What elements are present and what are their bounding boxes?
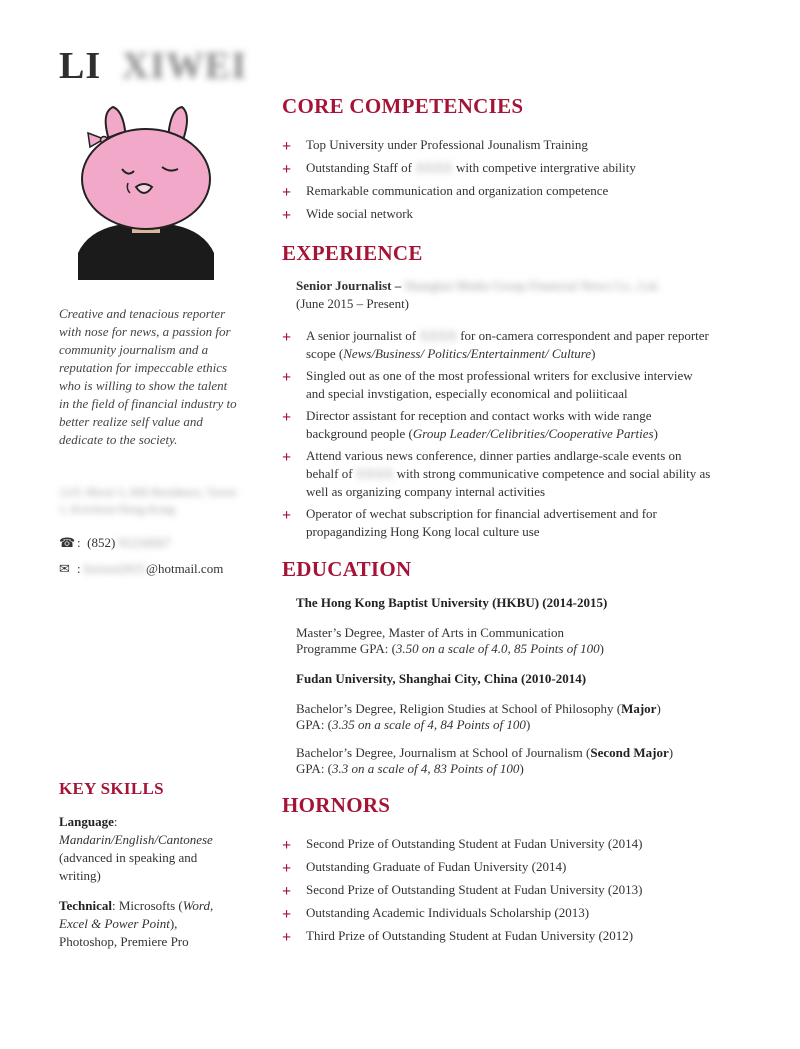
technical-label: Technical — [59, 898, 112, 913]
gpa-label: GPA: ( — [296, 761, 333, 776]
plus-icon: + — [282, 409, 292, 426]
email-domain: @hotmail.com — [145, 561, 224, 576]
item-italic: News/Business/ Politics/Entertainment/ Culture — [343, 346, 592, 361]
phone-number-redacted: 91234567 — [118, 535, 171, 550]
email-row[interactable]: ✉ : lixiwei2015@hotmail.com — [59, 561, 224, 576]
plus-icon: + — [282, 860, 292, 877]
phone-prefix: (852) — [87, 535, 116, 550]
technical-text-end: ), Photoshop, Premiere Pro — [59, 916, 189, 949]
plus-icon: + — [282, 837, 292, 854]
degree: Bachelor’s Degree, Journalism at School of Journalism ( — [296, 745, 591, 760]
degree-type: Major — [621, 701, 657, 716]
honor-text: Outstanding Academic Individuals Scholarship (2013) — [306, 905, 590, 920]
plus-icon: + — [282, 507, 292, 524]
education-title: EDUCATION — [282, 557, 412, 581]
list-item — [282, 367, 712, 403]
item-text: Director assistant for reception and contact works with wide range background people ( — [306, 408, 652, 441]
education-degree-1 — [282, 625, 712, 657]
item-text: Remarkable communication and organization competence — [306, 183, 609, 198]
job-dates: (June 2015 – Present) — [296, 296, 410, 311]
envelope-icon: ✉ — [59, 561, 70, 576]
list-item — [282, 505, 712, 541]
plus-icon: + — [282, 161, 292, 178]
item-text-end: ) — [653, 426, 658, 441]
honors-title: HORNORS — [282, 793, 391, 817]
list-item — [282, 182, 712, 200]
experience-title: EXPERIENCE — [282, 241, 423, 265]
item-text: Attend various news conference, dinner parties andlarge-scale events on behalf of — [306, 448, 682, 481]
item-text: Singled out as one of the most professional writers for exclusive interview and special invstigation, especially economical and poliiticaal — [306, 368, 693, 401]
item-text: A senior journalist of — [306, 328, 420, 343]
gpa-label: GPA: ( — [296, 717, 333, 732]
education-school-2 — [282, 671, 712, 687]
gpa-end: ) — [525, 717, 531, 732]
email-user-redacted: lixiwei2015 — [83, 561, 146, 576]
gpa-value: 3.35 on a scale of 4, 84 Points of 100 — [332, 717, 526, 732]
plus-icon: + — [282, 906, 292, 923]
bio-statement: Creative and tenacious reporter with nose for news, a passion for community journalism and a reputation for impeccable ethics who is willing to show the talent in the field of financial industry to better realize self value and dedicate to the society. — [59, 306, 237, 447]
gpa-end: ) — [599, 641, 604, 656]
technical-text: : Microsofts ( — [111, 898, 183, 913]
plus-icon: + — [282, 449, 292, 466]
item-text: Wide social network — [306, 206, 414, 221]
phone-row: ☎ : (852) 91234567 — [59, 535, 171, 550]
honor-text: Second Prize of Outstanding Student at Fudan University (2014) — [306, 836, 643, 851]
phone-icon: ☎ — [59, 535, 76, 550]
experience-list — [282, 327, 712, 541]
candidate-name — [59, 44, 247, 88]
gpa-label: Programme GPA: ( — [296, 641, 396, 656]
main-column — [282, 92, 712, 945]
gpa-value: 3.3 on a scale of 4, 83 Points of 100 — [332, 761, 520, 776]
employer-redacted: XXXX — [415, 160, 453, 175]
item-italic: Group Leader/Celibrities/Cooperative Parties — [412, 426, 654, 441]
item-text-end: with competive intergrative ability — [452, 160, 636, 175]
technical-software: Word, Excel & Power Point — [59, 898, 214, 931]
honors-list — [282, 835, 712, 945]
language-label: Language — [59, 814, 114, 829]
skill-technical — [59, 897, 237, 951]
core-competencies-title: CORE COMPETENCIES — [282, 94, 524, 118]
list-item — [282, 447, 712, 501]
degree: Bachelor’s Degree, Religion Studies at School of Philosophy ( — [296, 701, 622, 716]
plus-icon: + — [282, 329, 292, 346]
plus-icon: + — [282, 929, 292, 946]
core-competencies-list — [282, 136, 712, 223]
honor-text: Second Prize of Outstanding Student at Fudan University (2013) — [306, 882, 643, 897]
list-item — [282, 407, 712, 443]
list-item — [282, 136, 712, 154]
list-item — [282, 835, 712, 853]
school-name: Fudan University, Shanghai City, China (2010-2014) — [296, 671, 587, 686]
list-item — [282, 927, 712, 945]
item-text: Operator of wechat subscription for financial advertisement and for propagandizing Hong Kong local culture use — [306, 506, 657, 539]
education-degree-3 — [282, 745, 712, 777]
plus-icon: + — [282, 184, 292, 201]
item-text-end: ) — [591, 346, 596, 361]
plus-icon: + — [282, 207, 292, 224]
list-item — [282, 327, 712, 363]
plus-icon: + — [282, 138, 292, 155]
degree: Master’s Degree, Master of Arts in Communication — [296, 625, 565, 640]
given-name-redacted: XIWEI — [121, 45, 248, 87]
list-item — [282, 159, 712, 177]
degree-end: ) — [656, 701, 661, 716]
item-text-end: with strong communicative competence and social ability as well as organizing company internal activities — [306, 466, 711, 499]
surname: LI — [59, 45, 102, 87]
employer-redacted: XXXX — [355, 466, 394, 481]
education-school-1 — [282, 595, 712, 611]
list-item — [282, 904, 712, 922]
item-text: Top University under Professional Jounalism Training — [306, 137, 588, 152]
plus-icon: + — [282, 883, 292, 900]
skill-language: Language: Mandarin/English/Cantonese (advanced in speaking and writing) — [59, 814, 213, 883]
item-text-mid: for on-camera correspondent and paper reporter scope ( — [306, 328, 709, 361]
list-item — [282, 881, 712, 899]
gpa-value: 3.50 on a scale of 4.0, 85 Points of 100 — [395, 641, 600, 656]
address-redacted: 12/F, Block 5, Hill Residence, Tower 1, Kowloon Hong Kong — [59, 485, 237, 516]
gpa-end: ) — [519, 761, 524, 776]
job-title: Senior Journalist – — [296, 278, 405, 293]
employer-redacted: XXXX — [419, 328, 457, 343]
honor-text: Third Prize of Outstanding Student at Fudan University (2012) — [306, 928, 634, 943]
language-value: Mandarin/English/Cantonese — [59, 832, 213, 847]
key-skills-title: KEY SKILLS — [59, 779, 164, 798]
company-redacted: Shanghai Media Group Financial News Co., Ltd. — [404, 278, 660, 293]
degree-end: ) — [668, 745, 674, 760]
cartoon-face-avatar — [78, 103, 214, 280]
plus-icon: + — [282, 369, 292, 386]
education-degree-2 — [282, 701, 712, 733]
list-item — [282, 205, 712, 223]
language-note: (advanced in speaking and writing) — [59, 850, 198, 883]
degree-type: Second Major — [590, 745, 669, 760]
list-item — [282, 858, 712, 876]
job-header — [282, 277, 712, 313]
item-text: Outstanding Staff of — [306, 160, 416, 175]
honor-text: Outstanding Graduate of Fudan University (2014) — [306, 859, 567, 874]
profile-photo — [78, 103, 214, 280]
school-name: The Hong Kong Baptist University (HKBU) (2014-2015) — [296, 595, 608, 610]
